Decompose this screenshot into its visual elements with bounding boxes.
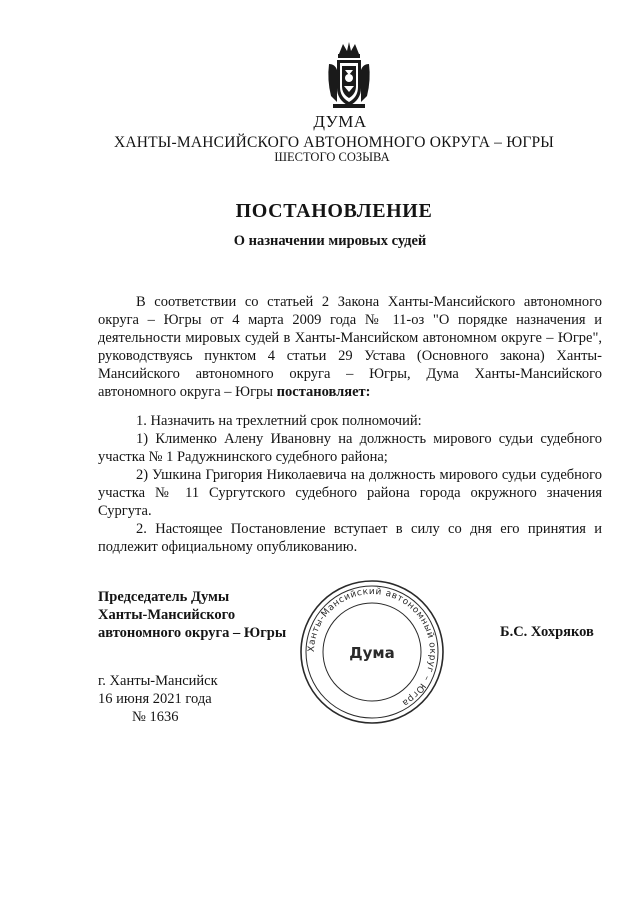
signatory-name: Б.С. Хохряков — [500, 624, 594, 640]
stamp-ring-text: Ханты-Мансийский автономный округ – Югра — [306, 586, 438, 708]
document-type: ПОСТАНОВЛЕНИЕ — [235, 200, 433, 222]
preamble-text: В соответствии со статьей 2 Закона Ханты-Мансийского автономного округа – Югры от 4 марта 2009 года № 11-оз "О порядке назначения и деятельности мировых судей в Ханты-Мансийском автономном округе – Югре", руководствуясь пунктом 4 статьи 29 Устава (Основного закона) Ханты-Мансийского автономного округа – Югры, Дума Ханты-Мансийского автономного округа – Югры — [98, 294, 602, 400]
preamble-paragraph — [98, 293, 602, 401]
official-stamp — [298, 578, 446, 726]
item-1: 1. Назначить на трехлетний срок полномочий: — [136, 413, 422, 429]
footer-date: 16 июня 2021 года — [98, 691, 212, 707]
signatory-title-line3: автономного округа – Югры — [98, 625, 287, 641]
item-1-2: 2) Ушкина Григория Николаевича на должность мирового судьи судебного участка № 11 Сургутского судебного района города окружного значения Сургута. — [98, 467, 602, 519]
signatory-title — [98, 588, 286, 642]
org-convocation: ШЕСТОГО СОЗЫВА — [274, 150, 390, 164]
document-subject: О назначении мировых судей — [233, 233, 427, 249]
org-name: ДУМА — [313, 112, 367, 131]
stamp-center-text: Дума — [349, 644, 395, 662]
document-footer — [98, 672, 218, 726]
coat-of-arms-icon — [325, 40, 373, 112]
preamble-resolves: постановляет: — [276, 384, 371, 400]
footer-city: г. Ханты-Мансийск — [98, 673, 218, 689]
signatory-title-line2: Ханты-Мансийского — [98, 607, 236, 623]
item-1-1: 1) Клименко Алену Ивановну на должность мирового судьи судебного участка № 1 Радужнинского судебного района; — [98, 431, 602, 465]
signatory-title-line1: Председатель Думы — [98, 589, 230, 605]
org-region: ХАНТЫ-МАНСИЙСКОГО АВТОНОМНОГО ОКРУГА – ЮГРЫ — [113, 134, 555, 151]
footer-number: № 1636 — [132, 709, 179, 725]
item-2: 2. Настоящее Постановление вступает в силу со дня его принятия и подлежит официальному опубликованию. — [98, 521, 602, 555]
